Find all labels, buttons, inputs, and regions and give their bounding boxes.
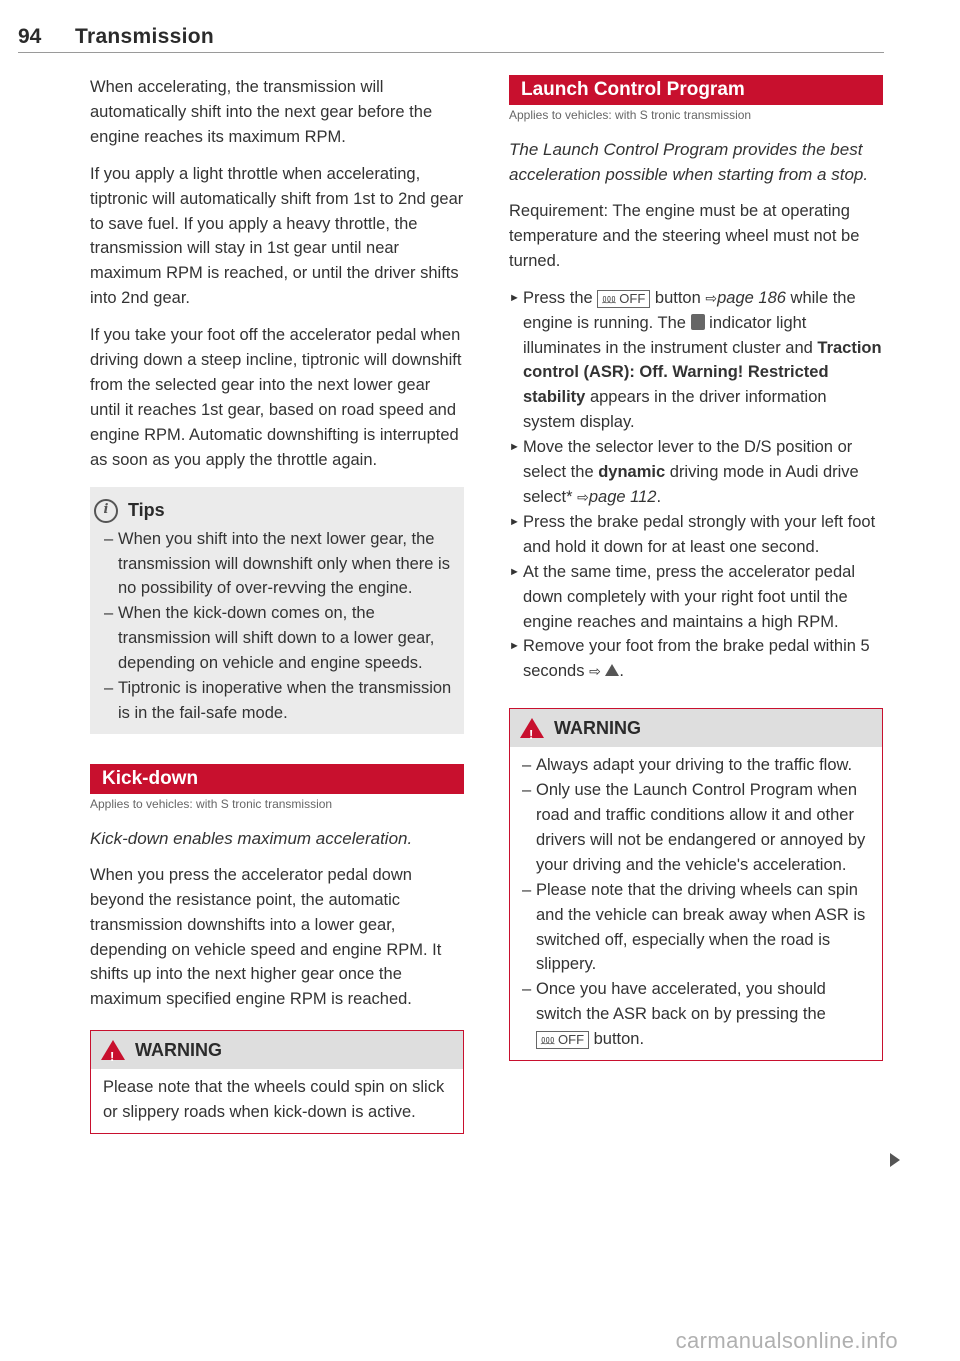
warning-list xyxy=(522,753,870,1052)
list-item: – Tiptronic is inoperative when the transmission is in the fail-safe mode. xyxy=(104,676,452,726)
step-item: ► Remove your foot from the brake pedal within 5 seconds ⇨ . xyxy=(509,634,883,684)
warning-body: Please note that the wheels could spin on slick or slippery roads when kick-down is active. xyxy=(103,1078,445,1122)
step-item: ► Press the brake pedal strongly with your left foot and hold it down for at least one second. xyxy=(509,510,883,560)
right-column xyxy=(509,75,883,1061)
paragraph: If you take your foot off the accelerator pedal when driving down a steep incline, tiptronic will downshift from the selected gear into the next lower gear until it reaches 1st gear, based on road speed and engine RPM. Automatic downshifting is interrupted as soon as you apply the throttle again. xyxy=(90,326,462,469)
paragraph: When accelerating, the transmission will automatically shift into the next gear before the engine reaches its maximum RPM. xyxy=(90,78,433,146)
list-text: Once you have accelerated, you should switch the ASR back on by pressing the xyxy=(536,980,826,1024)
reference-arrow-icon: ⇨ xyxy=(705,289,718,306)
watermark: carmanualsonline.info xyxy=(675,1328,898,1353)
list-text: button. xyxy=(593,1030,645,1049)
warning-box xyxy=(509,708,883,1061)
paragraph: When you press the accelerator pedal down beyond the resistance point, the automatic transmission downshifts into a lower gear, depending on vehicle speed and engine RPM. It shifts up into the next higher gear once the maximum specified engine RPM is reached. xyxy=(90,865,442,1009)
esc-indicator-icon xyxy=(691,314,705,330)
warning-title: WARNING xyxy=(135,1039,222,1060)
info-icon: i xyxy=(94,499,118,523)
step-text: while the engine is running. The xyxy=(523,288,856,332)
list-item xyxy=(522,977,870,1052)
reference-arrow-icon: ⇨ xyxy=(577,488,589,505)
reference-arrow-icon: ⇨ xyxy=(589,663,601,680)
applies-note: Applies to vehicles: with S tronic transmission xyxy=(509,108,752,122)
page-header xyxy=(18,22,884,53)
list-item: – When you shift into the next lower gear, the transmission will downshift only when there is no possibility of over-revving the engine. xyxy=(104,527,452,602)
list-item: – Always adapt your driving to the traffic flow. xyxy=(522,753,870,778)
paragraph: Requirement: The engine must be at operating temperature and the steering wheel must not be turned. xyxy=(509,202,860,270)
section-intro: Kick-down enables maximum acceleration. xyxy=(90,828,413,848)
step-text: Remove your foot from the brake pedal within 5 seconds xyxy=(523,637,870,681)
warning-header xyxy=(510,709,882,747)
esc-off-button-key: ⅏ OFF xyxy=(597,290,650,308)
left-column xyxy=(90,75,464,1134)
page-reference[interactable]: page 186 xyxy=(717,288,786,307)
list-item: – Only use the Launch Control Program when road and traffic conditions allow it and other drivers will not be endangered or annoyed by your driving and the vehicle's acceleration. xyxy=(522,778,870,878)
section-title-launch-control: Launch Control Program xyxy=(509,75,883,105)
list-item: – Please note that the driving wheels can spin and the vehicle can break away when ASR is switched off, especially when the road is slippery. xyxy=(522,878,870,978)
page-number: 94 xyxy=(18,25,42,48)
step-item: ► At the same time, press the accelerator pedal down completely with your right foot until the engine reaches and maintains a high RPM. xyxy=(509,560,883,635)
warning-reference-icon[interactable] xyxy=(605,664,619,676)
esc-off-button-key: ⅏ OFF xyxy=(536,1031,589,1049)
warning-box xyxy=(90,1030,464,1134)
warning-header xyxy=(91,1031,463,1069)
section-intro: The Launch Control Program provides the best acceleration possible when starting from a stop. xyxy=(509,140,869,184)
warning-body xyxy=(510,747,882,1060)
step-item xyxy=(509,435,883,510)
applies-note: Applies to vehicles: with S tronic transmission xyxy=(90,796,333,811)
step-text: Move the selector lever to the D/S position or select the xyxy=(523,438,853,482)
paragraph: If you apply a light throttle when accelerating, tiptronic will automatically shift from 1st to 2nd gear to save fuel. If you apply a heavy throttle, the transmission will stay in 1st gear until near maximum RPM is reached, or until the driver shifts into 2nd gear. xyxy=(90,164,464,308)
chapter-title: Transmission xyxy=(75,25,214,48)
warning-title: WARNING xyxy=(554,717,641,738)
continue-arrow-icon xyxy=(890,1153,900,1167)
tips-list xyxy=(90,527,452,726)
steps-list xyxy=(509,286,883,685)
step-text: button xyxy=(654,288,701,307)
tips-box xyxy=(90,487,464,734)
step-text: driving mode in Audi drive select* xyxy=(523,463,859,506)
step-text: Press the xyxy=(523,288,593,307)
step-bold-text: Traction control (ASR): Off. Warning! Restricted stability xyxy=(523,338,882,407)
tips-title: Tips xyxy=(128,500,165,521)
step-text: indicator light illuminates in the instrument cluster and xyxy=(523,313,813,357)
list-item: – When the kick-down comes on, the transmission will shift down to a lower gear, depending on vehicle and engine speeds. xyxy=(104,601,452,676)
step-text: appears in the driver information system display. xyxy=(523,388,827,432)
tips-header xyxy=(90,495,452,527)
step-item xyxy=(509,286,883,435)
section-title-kickdown: Kick-down xyxy=(90,764,464,794)
page-reference[interactable]: page 112 xyxy=(588,487,657,506)
warning-triangle-icon: ! xyxy=(520,718,544,738)
step-text: . xyxy=(656,487,662,506)
warning-triangle-icon: ! xyxy=(101,1040,125,1060)
step-bold-text: dynamic xyxy=(598,463,666,482)
